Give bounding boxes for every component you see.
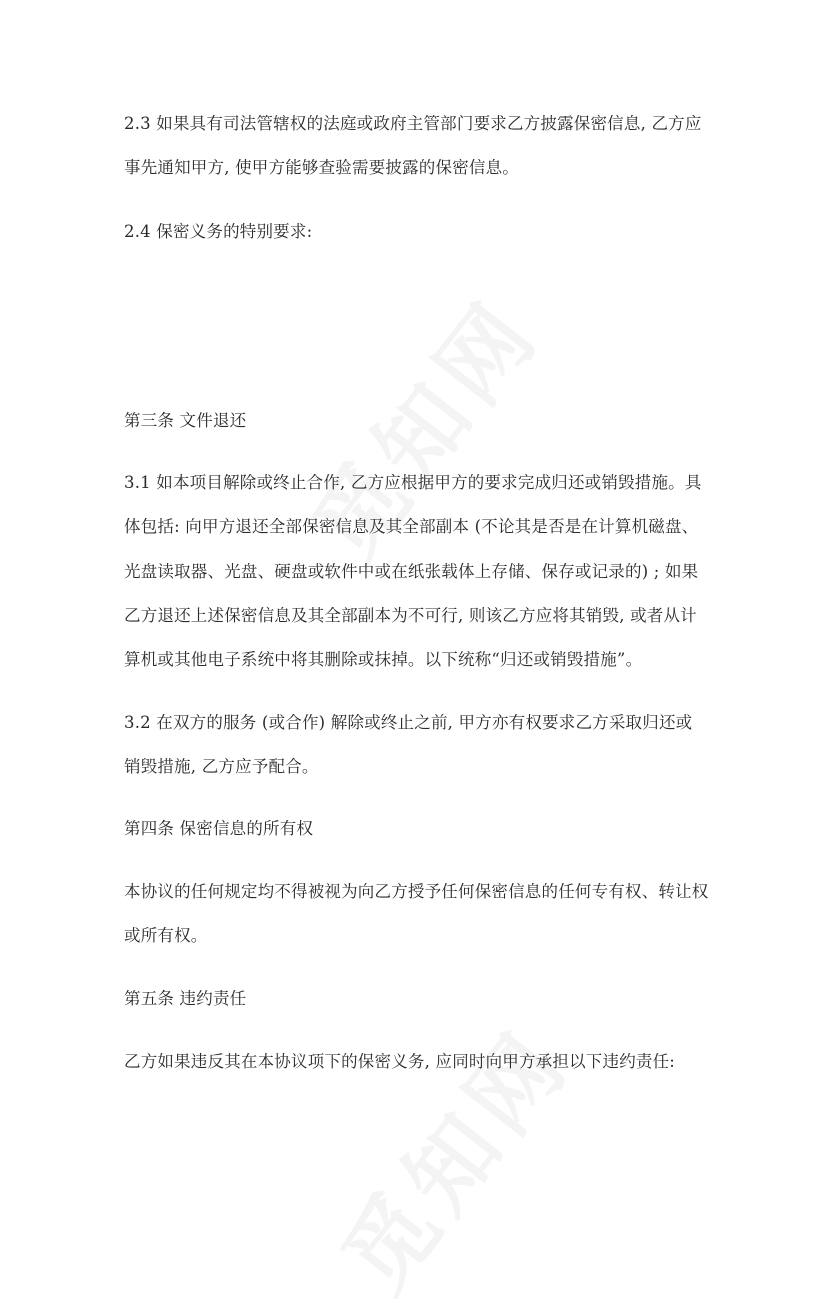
clause-3-1-line-2: 体包括: 向甲方退还全部保密信息及其全部副本 (不论其是否是在计算机磁盘、 — [124, 517, 699, 536]
clause-2-3-line-1: 2.3 如果具有司法管辖权的法庭或政府主管部门要求乙方披露保密信息, 乙方应 — [124, 114, 702, 133]
article-4-heading: 第四条 保密信息的所有权 — [124, 819, 314, 838]
clause-2-3-line-2: 事先通知甲方, 使甲方能够查验需要披露的保密信息。 — [124, 158, 519, 177]
article-3-heading: 第三条 文件退还 — [124, 411, 247, 430]
clause-3-1-line-5: 算机或其他电子系统中将其删除或抹掉。以下统称“归还或销毁措施”。 — [124, 650, 643, 669]
clause-2-4: 2.4 保密义务的特别要求: — [124, 222, 313, 241]
article-5-body-line-1: 乙方如果违反其在本协议项下的保密义务, 应同时向甲方承担以下违约责任: — [124, 1052, 676, 1071]
clause-3-2-line-1: 3.2 在双方的服务 (或合作) 解除或终止之前, 甲方亦有权要求乙方采取归还或 — [124, 713, 693, 732]
article-4-body-line-2: 或所有权。 — [124, 926, 208, 945]
clause-3-1-line-4: 乙方退还上述保密信息及其全部副本为不可行, 则该乙方应将其销毁, 或者从计 — [124, 606, 697, 625]
watermark — [306, 997, 593, 1313]
article-4-body-line-1: 本协议的任何规定均不得被视为向乙方授予任何保密信息的任何专有权、转让权 — [124, 882, 709, 901]
clause-3-1-line-3: 光盘读取器、光盘、硬盘或软件中或在纸张载体上存储、保存或记录的) ; 如果 — [124, 562, 699, 581]
article-5-heading: 第五条 违约责任 — [124, 989, 247, 1008]
clause-3-2-line-2: 销毁措施, 乙方应予配合。 — [124, 757, 319, 776]
clause-3-1-line-1: 3.1 如本项目解除或终止合作, 乙方应根据甲方的要求完成归还或销毁措施。具 — [124, 473, 702, 492]
